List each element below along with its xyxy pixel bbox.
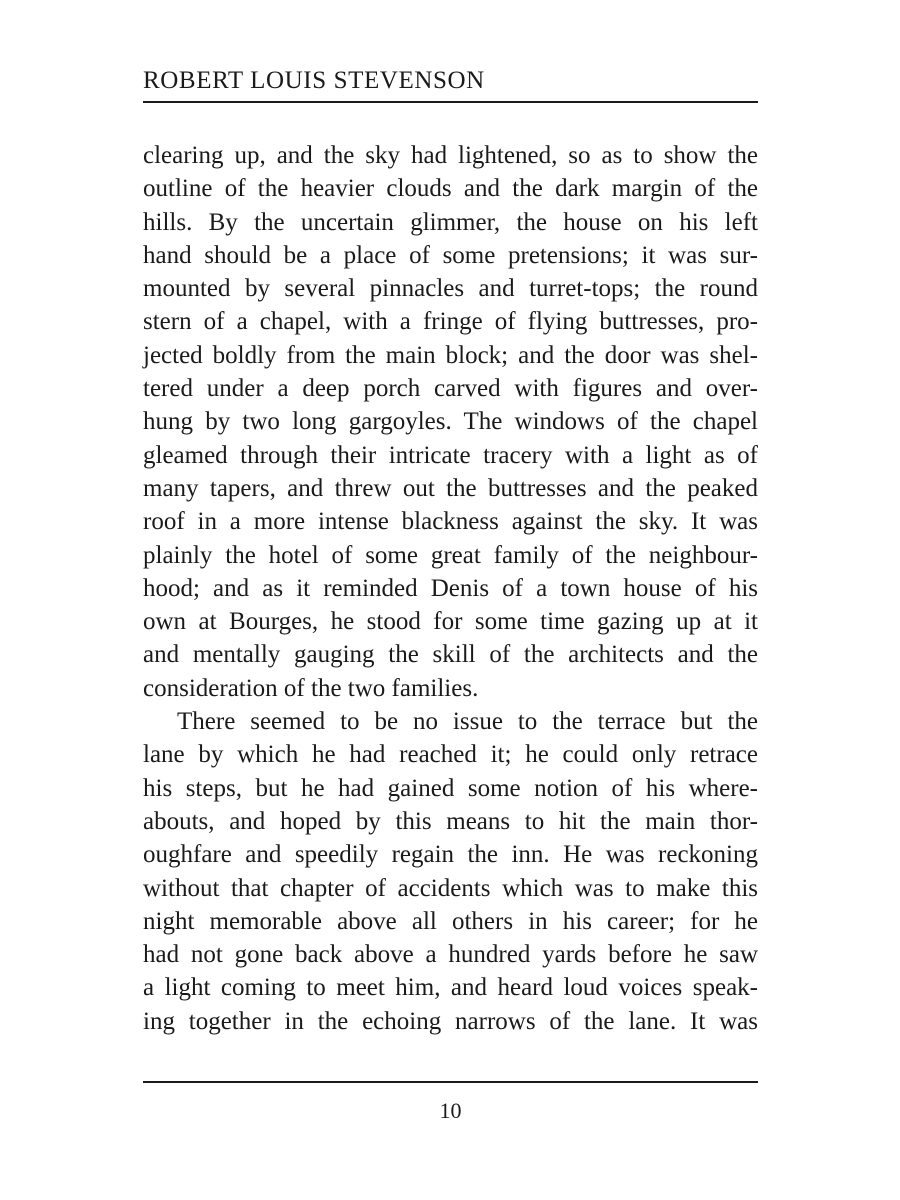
text-line: a light coming to meet him, and heard loud voices speak- [143, 974, 758, 1002]
text-line: mounted by several pinnacles and turret-tops; the round [143, 275, 758, 303]
text-line: his steps, but he had gained some notion of his where- [143, 774, 758, 802]
text-line: and mentally gauging the skill of the architects and the [143, 641, 758, 669]
text-line: hood; and as it reminded Denis of a town house of his [143, 574, 758, 602]
text-line: clearing up, and the sky had lightened, so as to show the [143, 142, 758, 169]
text-line: night memorable above all others in his career; for he [143, 907, 758, 935]
text-line: gleamed through their intricate tracery with a light as of [143, 441, 758, 469]
text-line: ing together in the echoing narrows of the lane. It was [143, 1007, 758, 1035]
text-line: hills. By the uncertain glimmer, the house on his left [143, 208, 758, 236]
running-head: ROBERT LOUIS STEVENSON [143, 67, 485, 94]
paragraph-1 [143, 139, 758, 705]
text-line: consideration of the two families. [143, 674, 479, 702]
text-line: stern of a chapel, with a fringe of flying buttresses, pro- [143, 308, 758, 336]
text-line: own at Bourges, he stood for some time gazing up at it [143, 608, 758, 636]
paragraph-2 [143, 705, 758, 1038]
body-text [143, 139, 758, 1038]
text-line: outline of the heavier clouds and the dark margin of the [143, 175, 758, 203]
text-line: abouts, and hoped by this means to hit the main thor- [143, 807, 758, 835]
text-line: hand should be a place of some pretensions; it was sur- [143, 241, 758, 269]
text-line: plainly the hotel of some great family of the neighbour- [143, 541, 758, 569]
text-line: jected boldly from the main block; and the door was shel- [143, 341, 758, 369]
footer-rule [143, 1081, 758, 1083]
text-line: There seemed to be no issue to the terrace but the [177, 708, 758, 736]
text-line: lane by which he had reached it; he could only retrace [143, 741, 758, 769]
header-rule [143, 101, 758, 103]
text-line: hung by two long gargoyles. The windows of the chapel [143, 408, 758, 436]
page-number: 10 [439, 1098, 462, 1123]
text-line: oughfare and speedily regain the inn. He was reckoning [143, 841, 758, 869]
text-line: had not gone back above a hundred yards before he saw [143, 941, 758, 969]
text-line: roof in a more intense blackness against the sky. It was [143, 508, 758, 536]
text-line: without that chapter of accidents which was to make this [143, 874, 758, 902]
text-line: many tapers, and threw out the buttresses and the peaked [143, 474, 758, 502]
text-line: tered under a deep porch carved with figures and over- [143, 375, 758, 403]
